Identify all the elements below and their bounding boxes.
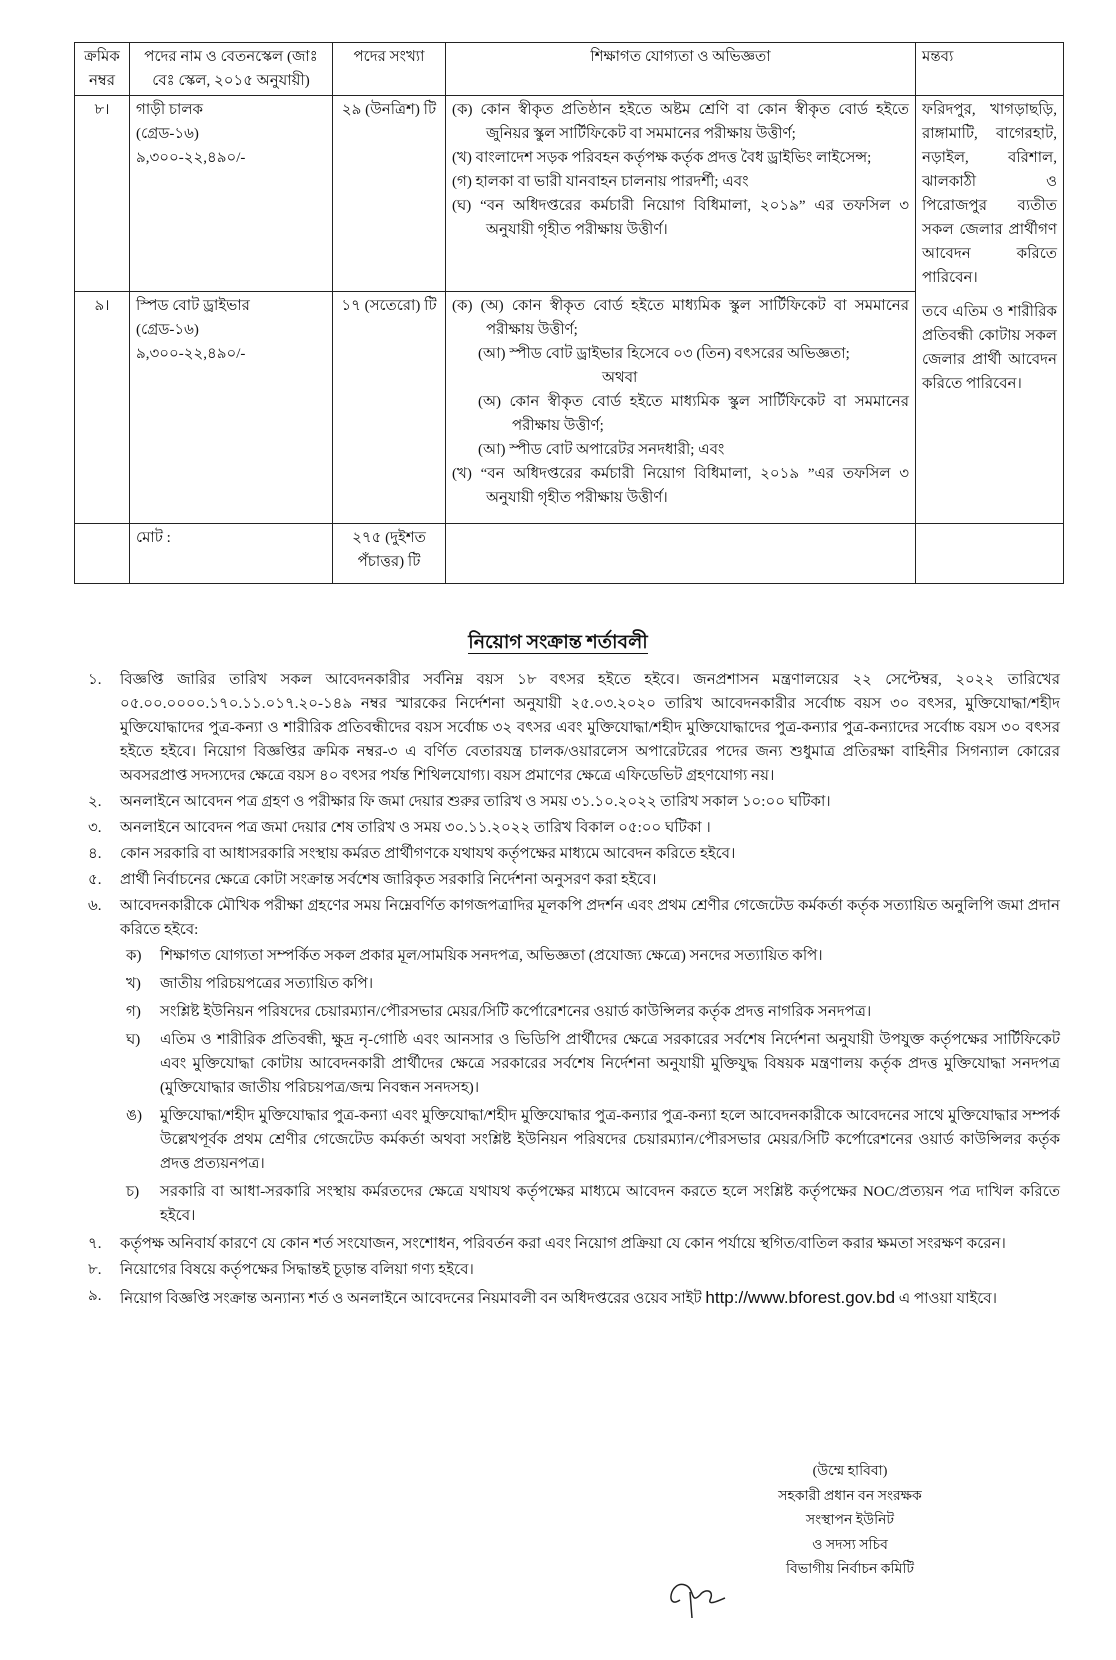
- qualification-item: (খ) বাংলাদেশ সড়ক পরিবহন কর্তৃপক্ষ কর্তৃক প্রদত্ত বৈধ ড্রাইভিং লাইসেন্স;: [452, 150, 872, 166]
- term-text: প্রার্থী নির্বাচনের ক্ষেত্রে কোটা সংক্রান্ত সর্বশেষ জারিকৃত সরকারি নির্দেশনা অনুসরণ করা হইবে।: [120, 872, 657, 888]
- qualification-cell: [446, 292, 916, 524]
- remarks-cell: [916, 96, 1064, 524]
- table-header-row: [75, 43, 1064, 96]
- document-number: ঘ): [126, 1032, 141, 1048]
- header-count: পদের সংখ্যা: [333, 43, 446, 96]
- handwritten-signature: [660, 1570, 730, 1620]
- term-text: অনলাইনে আবেদন পত্র গ্রহণ ও পরীক্ষার ফি জমা দেয়ার শুরুর তারিখ ও সময় ৩১.১০.২০২২ তারিখ সকাল ১০:০০ ঘটিকা।: [120, 794, 831, 810]
- signatory-name: (উম্মে হাবিবা): [812, 1464, 888, 1479]
- serial: ৮।: [75, 96, 130, 292]
- table-row: [75, 292, 1064, 524]
- signatory-committee: বিভাগীয় নির্বাচন কমিটি: [785, 1562, 915, 1577]
- term-item: [80, 790, 1060, 814]
- serial: ৯।: [75, 292, 130, 524]
- post-count: ১৭ (সতেরো) টি: [333, 292, 446, 524]
- remark-districts: ফরিদপুর, খাগড়াছড়ি, রাঙ্গামাটি, বাগেরহাট, নড়াইল, বরিশাল, ঝালকাঠী ও পিরোজপুর ব্যতীত সকল জেলার প্রার্থীগণ আবেদন করিতে পারিবেন।: [922, 102, 1057, 286]
- term-text: কর্তৃপক্ষ অনিবার্য কারণে যে কোন শর্ত সংযোজন, সংশোধন, পরিবর্তন করা এবং নিয়োগ প্রক্রিয়া যে কোন পর্যায়ে স্থগিত/বাতিল করার ক্ষমতা সংরক্ষণ করেন।: [120, 1236, 1006, 1252]
- term-text: আবেদনকারীকে মৌখিক পরীক্ষা গ্রহণের সময় নিম্নেবর্ণিত কাগজপত্রাদির মূলকপি প্রদর্শন এবং প্রথম শ্রেণীর গেজেটেড কর্মকর্তা কর্তৃক সত্যায়িত অনুলিপি জমা প্রদান করিতে হইবে:: [120, 898, 1060, 938]
- posts-table: [74, 42, 1064, 584]
- signatory-designation: সহকারী প্রধান বন সংরক্ষক: [778, 1488, 922, 1504]
- document-item: [120, 1000, 1060, 1024]
- terms-list: [80, 668, 1060, 1313]
- header-remarks: মন্তব্য: [916, 43, 1064, 96]
- term-item: [80, 868, 1060, 892]
- qualification-item: (ঘ) “বন অধিদপ্তরের কর্মচারী নিয়োগ বিধিমালা, ২০১৯” এর তফসিল ৩ অনুযায়ী গৃহীত পরীক্ষায় উত্তীর্ণ।: [452, 198, 909, 238]
- total-count: ২৭৫ (দুইশত পঁচাত্তর) টি: [333, 524, 446, 584]
- qualification-item: (খ) “বন অধিদপ্তরের কর্মচারী নিয়োগ বিধিমালা, ২০১৯ ”এর তফসিল ৩ অনুযায়ী গৃহীত পরীক্ষায় উত্তীর্ণ।: [452, 466, 909, 506]
- website-link[interactable]: http://www.bforest.gov.bd: [705, 1288, 896, 1307]
- total-label: মোট :: [130, 524, 333, 584]
- post-grade: (গ্রেড-১৬): [136, 322, 199, 338]
- qualification-item: (অ) কোন স্বীকৃত বোর্ড হইতে মাধ্যমিক স্কুল সার্টিফিকেট বা সমমানের পরীক্ষায় উত্তীর্ণ;: [478, 394, 909, 434]
- document-number: গ): [126, 1004, 141, 1020]
- terms-title-text: নিয়োগ সংক্রান্ত শর্তাবলী: [468, 632, 648, 653]
- term-number: ৩.: [88, 820, 102, 836]
- document-item: [120, 1028, 1060, 1100]
- empty-cell: [446, 524, 916, 584]
- term-text-suffix: এ পাওয়া যাইবে।: [895, 1291, 997, 1307]
- signatory-unit: সংস্থাপন ইউনিট: [805, 1513, 895, 1528]
- header-qualification: শিক্ষাগত যোগ্যতা ও অভিজ্ঞতা: [446, 43, 916, 96]
- term-number: ২.: [88, 794, 102, 810]
- document-item: [120, 972, 1060, 996]
- term-item: [80, 894, 1060, 1228]
- document-text: জাতীয় পরিচয়পত্রের সত্যায়িত কপি।: [160, 976, 374, 992]
- pay-scale: ৯,৩০০-২২,৪৯০/-: [136, 150, 246, 166]
- qualification-item: (ক) (অ) কোন স্বীকৃত বোর্ড হইতে মাধ্যমিক স্কুল সার্টিফিকেট বা সমমানের পরীক্ষায় উত্তীর্ণ;: [452, 298, 909, 338]
- terms-title: [0, 628, 1116, 658]
- term-number: ৯.: [88, 1288, 102, 1304]
- documents-list: [120, 944, 1060, 1228]
- term-number: ৭.: [88, 1236, 102, 1252]
- term-text: অনলাইনে আবেদন পত্র জমা দেয়ার শেষ তারিখ ও সময় ৩০.১১.২০২২ তারিখ বিকাল ০৫:০০ ঘটিকা ।: [120, 820, 711, 836]
- document-item: [120, 1180, 1060, 1228]
- document-item: [120, 1104, 1060, 1176]
- header-post: পদের নাম ও বেতনস্কেল (জাঃ বেঃ স্কেল, ২০১৫ অনুযায়ী): [130, 43, 333, 96]
- term-item: [80, 1258, 1060, 1282]
- qualification-item: (গ) হালকা বা ভারী যানবাহন চালনায় পারদর্শী; এবং: [452, 174, 749, 190]
- term-text: বিজ্ঞপ্তি জারির তারিখ সকল আবেদনকারীর সর্বনিম্ন বয়স ১৮ বৎসর হইতে হইবে। জনপ্রশাসন মন্ত্রণালয়ের ২২ সেপ্টেম্বর, ২০২২ তারিখের ০৫.০০.০০০০.১৭০.১১.০১৭.২০-১৪৯ নম্বর স্মারকের নির্দেশনা অনুযায়ী ২৫.০৩.২০২০ তারিখ আবেদনকারীর সর্বোচ্চ বয়স ৩০ বৎসর, মুক্তিযোদ্ধা/শহীদ মুক্তিযোদ্ধাদের পুত্র-কন্যা ও শারীরিক প্রতিবন্ধীদের বয়স সর্বোচ্চ ৩২ বৎসর এবং মুক্তিযোদ্ধা/শহীদ মুক্তিযোদ্ধাদের পুত্র-কন্যার পুত্র-কন্যাদের সর্বোচ্চ বয়স ৩০ বৎসর হইতে হইবে। নিয়োগ বিজ্ঞপ্তির ক্রমিক নম্বর-৩ এ বর্ণিত বেতারযন্ত্র চালক/ওয়ারলেস অপারেটরের পদের জন্য শুধুমাত্র প্রতিরক্ষা বাহিনীর সিগন্যাল কোরের অবসরপ্রাপ্ত সদস্যদের ক্ষেত্রে বয়স ৪০ বৎসর পর্যন্ত শিথিলযোগ্য। বয়স প্রমাণের ক্ষেত্রে এফিডেভিট গ্রহণযোগ্য নয়।: [120, 672, 1060, 784]
- post-grade: (গ্রেড-১৬): [136, 126, 199, 142]
- term-item: [80, 842, 1060, 866]
- qualification-or: অথবা: [602, 370, 638, 386]
- post-name: গাড়ী চালক: [136, 102, 204, 118]
- term-item: [80, 1284, 1060, 1311]
- term-text: নিয়োগের বিষয়ে কর্তৃপক্ষের সিদ্ধান্তই চূড়ান্ত বলিয়া গণ্য হইবে।: [120, 1262, 474, 1278]
- post-name: স্পিড বোট ড্রাইভার: [136, 298, 250, 314]
- header-serial: ক্রমিক নম্বর: [75, 43, 130, 96]
- table-total-row: [75, 524, 1064, 584]
- document-number: খ): [126, 976, 141, 992]
- term-number: ৮.: [88, 1262, 102, 1278]
- qualification-item: (আ) স্পীড বোট অপারেটর সনদধারী; এবং: [478, 442, 725, 458]
- term-text: নিয়োগ বিজ্ঞপ্তি সংক্রান্ত অন্যান্য শর্ত ও অনলাইনে আবেদনের নিয়মাবলী বন অধিদপ্তরের ওয়েব সাইট: [120, 1291, 702, 1307]
- qualification-item: (আ) স্পীড বোট ড্রাইভার হিসেবে ০৩ (তিন) বৎসরের অভিজ্ঞতা;: [478, 346, 850, 362]
- empty-cell: [916, 524, 1064, 584]
- term-number: ৬.: [88, 898, 102, 914]
- term-item: [80, 816, 1060, 840]
- qualification-item: (ক) কোন স্বীকৃত প্রতিষ্ঠান হইতে অষ্টম শ্রেণি বা কোন স্বীকৃত বোর্ড হইতে জুনিয়র স্কুল সার্টিফিকেট বা সমমানের পরীক্ষায় উত্তীর্ণ;: [452, 102, 909, 142]
- document-number: ক): [126, 948, 142, 964]
- signatory-role: ও সদস্য সচিব: [812, 1537, 888, 1553]
- qualification-cell: [446, 96, 916, 292]
- term-number: ৪.: [88, 846, 102, 862]
- table-row: [75, 96, 1064, 292]
- document-text: মুক্তিযোদ্ধা/শহীদ মুক্তিযোদ্ধার পুত্র-কন্যা এবং মুক্তিযোদ্ধা/শহীদ মুক্তিযোদ্ধার পুত্র-কন্যার পুত্র-কন্যা হলে আবেদনকারীকে আবেদনের সাথে মুক্তিযোদ্ধার সম্পর্ক উল্লেখপূর্বক প্রথম শ্রেণীর গেজেটেড কর্মকর্তা অথবা সংশ্লিষ্ট ইউনিয়ন পরিষদের চেয়ারম্যান/পৌরসভার মেয়র/সিটি কর্পোরেশনের ওয়ার্ড কাউন্সিলর কর্তৃক প্রদত্ত প্রত্যয়নপত্র।: [160, 1108, 1060, 1172]
- term-item: [80, 1232, 1060, 1256]
- term-number: ৫.: [88, 872, 102, 888]
- signature-block: [720, 1460, 980, 1583]
- remark-quota: তবে এতিম ও শারীরিক প্রতিবন্ধী কোটায় সকল জেলার প্রার্থী আবেদন করিতে পারিবেন।: [922, 304, 1057, 392]
- post-cell: [130, 292, 333, 524]
- document-text: সংশ্লিষ্ট ইউনিয়ন পরিষদের চেয়ারম্যান/পৌরসভার মেয়র/সিটি কর্পোরেশনের ওয়ার্ড কাউন্সিলর কর্তৃক প্রদত্ত নাগরিক সনদপত্র।: [160, 1004, 872, 1020]
- term-number: ১.: [88, 672, 102, 688]
- term-item: [80, 668, 1060, 788]
- document-text: সরকারি বা আধা-সরকারি সংস্থায় কর্মরতদের ক্ষেত্রে যথাযথ কর্তৃপক্ষের মাধ্যমে আবেদন করতে হলে সংশ্লিষ্ট কর্তৃপক্ষের NOC/প্রত্যয়ন পত্র দাখিল করিতে হইবে।: [160, 1184, 1060, 1224]
- document-number: ঙ): [126, 1108, 142, 1124]
- document-item: [120, 944, 1060, 968]
- post-count: ২৯ (উনত্রিশ) টি: [333, 96, 446, 292]
- term-text: কোন সরকারি বা আধাসরকারি সংস্থায় কর্মরত প্রার্থীগণকে যথাযথ কর্তৃপক্ষের মাধ্যমে আবেদন করিতে হইবে।: [120, 846, 736, 862]
- post-cell: [130, 96, 333, 292]
- document-text: শিক্ষাগত যোগ্যতা সম্পর্কিত সকল প্রকার মূল/সাময়িক সনদপত্র, অভিজ্ঞতা (প্রযোজ্য ক্ষেত্রে) সনদের সত্যায়িত কপি।: [160, 948, 823, 964]
- document-text: এতিম ও শারীরিক প্রতিবন্ধী, ক্ষুদ্র নৃ-গোষ্ঠি এবং আনসার ও ভিডিপি প্রার্থীদের ক্ষেত্রে সরকারের সর্বশেষ নির্দেশনা অনুযায়ী উপযুক্ত কর্তৃপক্ষের সার্টিফিকেট এবং মুক্তিযোদ্ধা কোটায় আবেদনকারী প্রার্থীদের ক্ষেত্রে সরকারের সর্বশেষ নির্দেশনা অনুযায়ী মুক্তিযুদ্ধ বিষয়ক মন্ত্রণালয় কর্তৃক প্রদত্ত মুক্তিযোদ্ধা সনদপত্র (মুক্তিযোদ্ধার জাতীয় পরিচয়পত্র/জন্ম নিবন্ধন সনদসহ)।: [160, 1032, 1060, 1096]
- document-number: চ): [126, 1184, 140, 1200]
- empty-cell: [75, 524, 130, 584]
- pay-scale: ৯,৩০০-২২,৪৯০/-: [136, 346, 246, 362]
